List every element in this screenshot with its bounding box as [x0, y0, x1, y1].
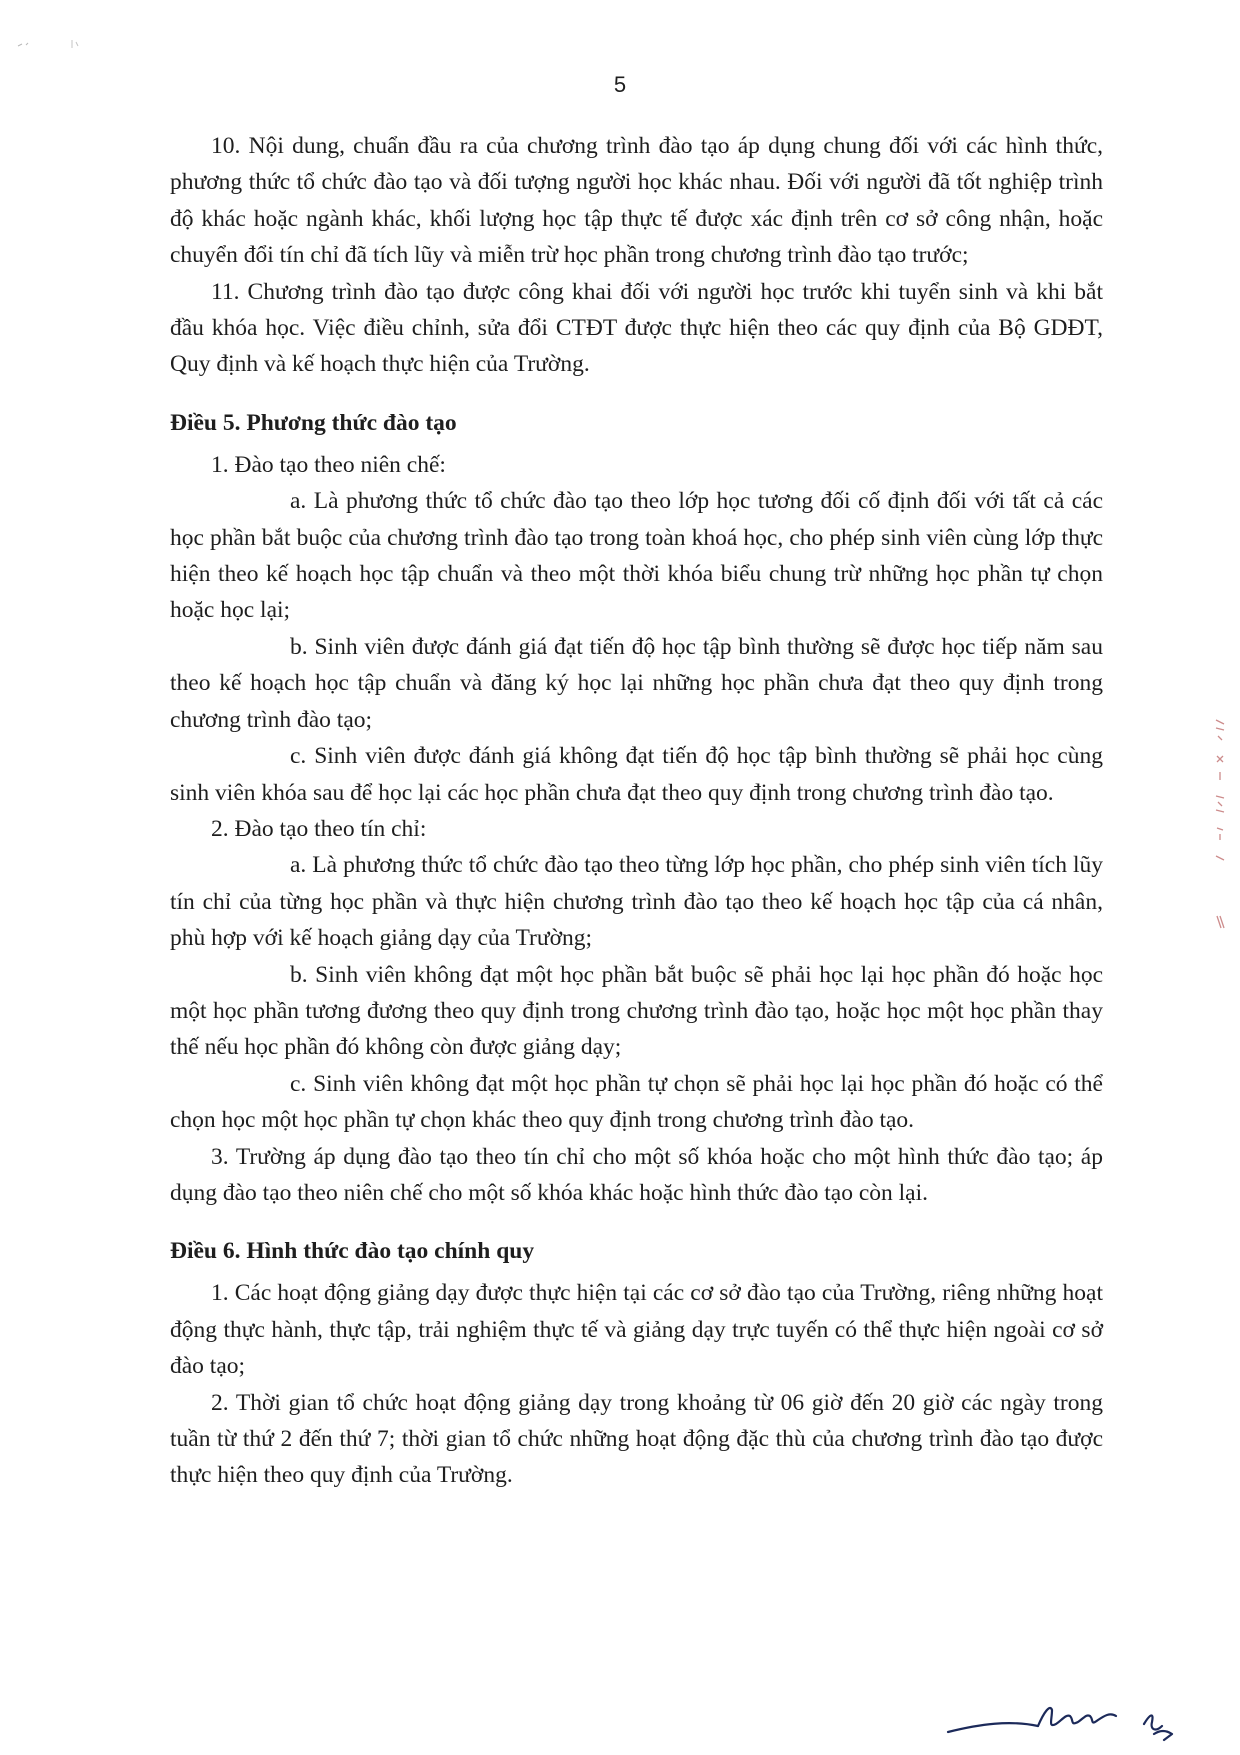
clause-paragraph: 1. Đào tạo theo niên chế: — [211, 451, 446, 478]
clause-paragraph: 1. Các hoạt động giảng dạy được thực hiện tại các cơ sở đào tạo của Trường, riêng những hoạt động thực hành, thực tập, trải nghiệm thực tế và giảng dạy trực tuyến có thể thực hiện ngoài cơ sở đào tạo; — [170, 1280, 1103, 1380]
page-number: 5 — [613, 72, 627, 97]
signature-initials — [940, 1690, 1200, 1750]
sub-clause-paragraph: b. Sinh viên không đạt một học phần bắt buộc sẽ phải học lại học phần đó hoặc học một học phần tương đương theo quy định trong chương trình đào tạo, hoặc học một học phần thay thế nếu học phần đó không còn được giảng dạy; — [170, 961, 1103, 1061]
clause-paragraph: 10. Nội dung, chuẩn đầu ra của chương trình đào tạo áp dụng chung đối với các hình thức, phương thức tổ chức đào tạo và đối tượng người học khác nhau. Đối với người đã tốt nghiệp trình độ khác hoặc ngành khác, khối lượng học tập thực tế được xác định trên cơ sở công nhận, hoặc chuyển đổi tín chỉ đã tích lũy và miễn trừ học phần trong chương trình đào tạo trước; — [170, 133, 1103, 269]
sub-clause-paragraph: a. Là phương thức tổ chức đào tạo theo từng lớp học phần, cho phép sinh viên tích lũy tín chỉ của từng học phần và thực hiện chương trình đào tạo theo kế hoạch học tập của cá nhân, phù hợp với kế hoạch giảng dạy của Trường; — [170, 852, 1103, 952]
article-heading: Điều 5. Phương thức đào tạo — [170, 409, 457, 436]
scan-artifact-marks — [14, 34, 94, 54]
margin-stamp-marks — [1210, 710, 1230, 940]
clause-paragraph: 2. Thời gian tổ chức hoạt động giảng dạy trong khoảng từ 06 giờ đến 20 giờ các ngày trong tuần từ thứ 2 đến thứ 7; thời gian tổ chức những hoạt động đặc thù của chương trình đào tạo được thực hiện theo quy định của Trường. — [170, 1389, 1103, 1489]
sub-clause-paragraph: c. Sinh viên được đánh giá không đạt tiến độ học tập bình thường sẽ phải học cùng sinh viên khóa sau để học lại các học phần chưa đạt theo quy định trong chương trình đào tạo. — [170, 743, 1103, 806]
sub-clause-paragraph: c. Sinh viên không đạt một học phần tự chọn sẽ phải học lại học phần đó hoặc có thể chọn học một học phần tự chọn khác theo quy định trong chương trình đào tạo. — [170, 1070, 1103, 1134]
sub-clause-paragraph: b. Sinh viên được đánh giá đạt tiến độ học tập bình thường sẽ được học tiếp năm sau theo kế hoạch học tập chuẩn và đăng ký học lại những học phần chưa đạt theo quy định trong chương trình đào tạo; — [170, 633, 1103, 733]
clause-paragraph: 3. Trường áp dụng đào tạo theo tín chỉ cho một số khóa hoặc cho một hình thức đào tạo; áp dụng đào tạo theo niên chế cho một số khóa khác hoặc hình thức đào tạo còn lại. — [170, 1143, 1103, 1206]
clause-paragraph: 2. Đào tạo theo tín chỉ: — [211, 815, 427, 842]
sub-clause-paragraph: a. Là phương thức tổ chức đào tạo theo lớp học tương đối cố định đối với tất cả các học phần bắt buộc của chương trình đào tạo trong toàn khoá học, cho phép sinh viên cùng lớp thực hiện theo kế hoạch học tập chuẩn và theo một thời khóa biểu chung trừ những học phần tự chọn hoặc học lại; — [170, 488, 1103, 624]
article-heading: Điều 6. Hình thức đào tạo chính quy — [170, 1238, 535, 1265]
clause-paragraph: 11. Chương trình đào tạo được công khai đối với người học trước khi tuyển sinh và khi bắt đầu khóa học. Việc điều chỉnh, sửa đổi CTĐT được thực hiện theo các quy định của Bộ GDĐT, Quy định và kế hoạch thực hiện của Trường. — [170, 278, 1103, 378]
document-body — [170, 128, 1103, 1494]
